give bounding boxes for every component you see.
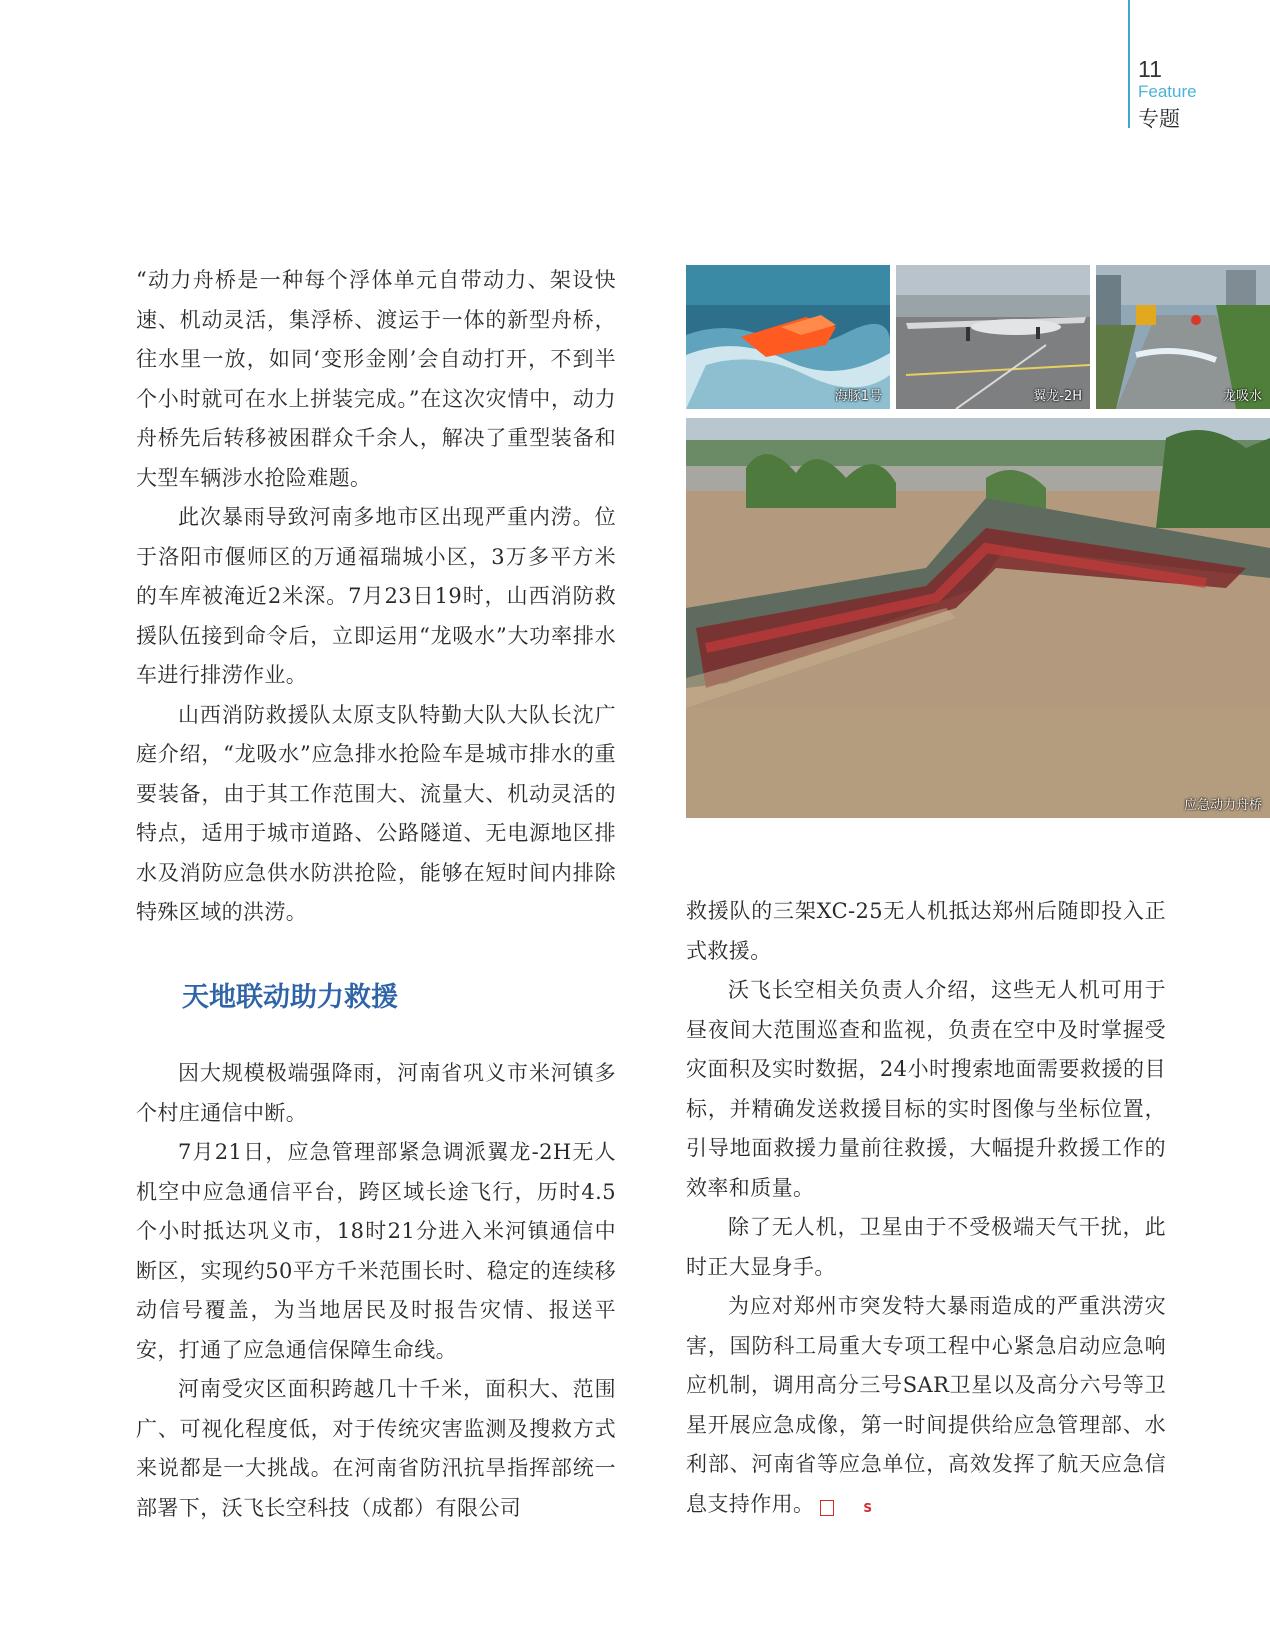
page-number: 11 bbox=[1138, 56, 1162, 82]
pontoon-bridge-image bbox=[686, 418, 1270, 818]
left-column-bottom bbox=[136, 1054, 616, 1528]
paragraph: 7月21日，应急管理部紧急调派翼龙-2H无人机空中应急通信平台，跨区域长途飞行，历时4.5个小时抵达巩义市，18时21分进入米河镇通信中断区，实现约50平方千米范围长时、稳定的连续移动信号覆盖，为当地居民及时报告灾情、报送平安，打通了应急通信保障生命线。 bbox=[136, 1140, 616, 1362]
paragraph: “动力舟桥是一种每个浮体单元自带动力、架设快速、机动灵活，集浮桥、渡运于一体的新型舟桥，往水里一放，如同‘变形金刚’会自动打开，不到半个小时就可在水上拼装完成。”在这次灾情中，动力舟桥先后转移被困群众千余人，解决了重型装备和大型车辆涉水抢险难题。 bbox=[136, 268, 616, 490]
paragraph: 沃飞长空相关负责人介绍，这些无人机可用于昼夜间大范围巡查和监视，负责在空中及时掌握受灾面积及实时数据，24小时搜索地面需要救援的目标，并精确发送救援目标的实时图像与坐标位置，引导地面救援力量前往救援，大幅提升救援工作的效率和质量。 bbox=[686, 978, 1166, 1200]
photo-caption: 海豚1号 bbox=[834, 389, 882, 404]
paragraph: 山西消防救援队太原支队特勤大队大队长沈广庭介绍，“龙吸水”应急排水抢险车是城市排水的重要装备，由于其工作范围大、流量大、机动灵活的特点，适用于城市道路、公路隧道、无电源地区排水及消防应急供水防洪抢险，能够在短时间内排除特殊区域的洪涝。 bbox=[136, 702, 616, 924]
photo-drone bbox=[896, 265, 1090, 409]
paragraph bbox=[686, 1287, 1166, 1524]
section-label: 专题 bbox=[1138, 107, 1180, 131]
left-column-top bbox=[136, 261, 616, 933]
photo-caption: 应急动力舟桥 bbox=[1183, 798, 1262, 813]
section-heading: 天地联动助力救援 bbox=[182, 982, 398, 1013]
photo-drainage-truck bbox=[1096, 265, 1270, 409]
header-rule bbox=[1128, 0, 1130, 128]
paragraph: 河南受灾区面积跨越几十千米，面积大、范围广、可视化程度低，对于传统灾害监测及搜救方式来说都是一大挑战。在河南省防汛抗旱指挥部统一部署下，沃飞长空科技（成都）有限公司 bbox=[136, 1377, 616, 1520]
photo-caption: 龙吸水 bbox=[1222, 389, 1262, 404]
photo-pontoon-bridge bbox=[686, 418, 1270, 818]
feature-label: Feature bbox=[1138, 82, 1197, 101]
paragraph: 除了无人机，卫星由于不受极端天气干扰，此时正大显身手。 bbox=[686, 1215, 1166, 1279]
end-mark-icon: S bbox=[820, 1500, 834, 1516]
photo-caption: 翼龙-2H bbox=[1033, 389, 1082, 404]
photo-rescue-boat bbox=[686, 265, 890, 409]
paragraph: 此次暴雨导致河南多地市区出现严重内涝。位于洛阳市偃师区的万通福瑞城小区，3万多平方米的车库被淹近2米深。7月23日19时，山西消防救援队伍接到命令后，立即运用“龙吸水”大功率排水车进行排涝作业。 bbox=[136, 505, 616, 687]
paragraph: 救援队的三架XC-25无人机抵达郑州后随即投入正式救援。 bbox=[686, 899, 1166, 963]
paragraph-text: 为应对郑州市突发特大暴雨造成的严重洪涝灾害，国防科工局重大专项工程中心紧急启动应急响应机制，调用高分三号SAR卫星以及高分六号等卫星开展应急成像，第一时间提供给应急管理部、水利部、河南省等应急单位，高效发挥了航天应急信息支持作用。 bbox=[686, 1294, 1166, 1516]
right-column bbox=[686, 892, 1166, 1524]
paragraph: 因大规模极端强降雨，河南省巩义市米河镇多个村庄通信中断。 bbox=[136, 1061, 616, 1125]
